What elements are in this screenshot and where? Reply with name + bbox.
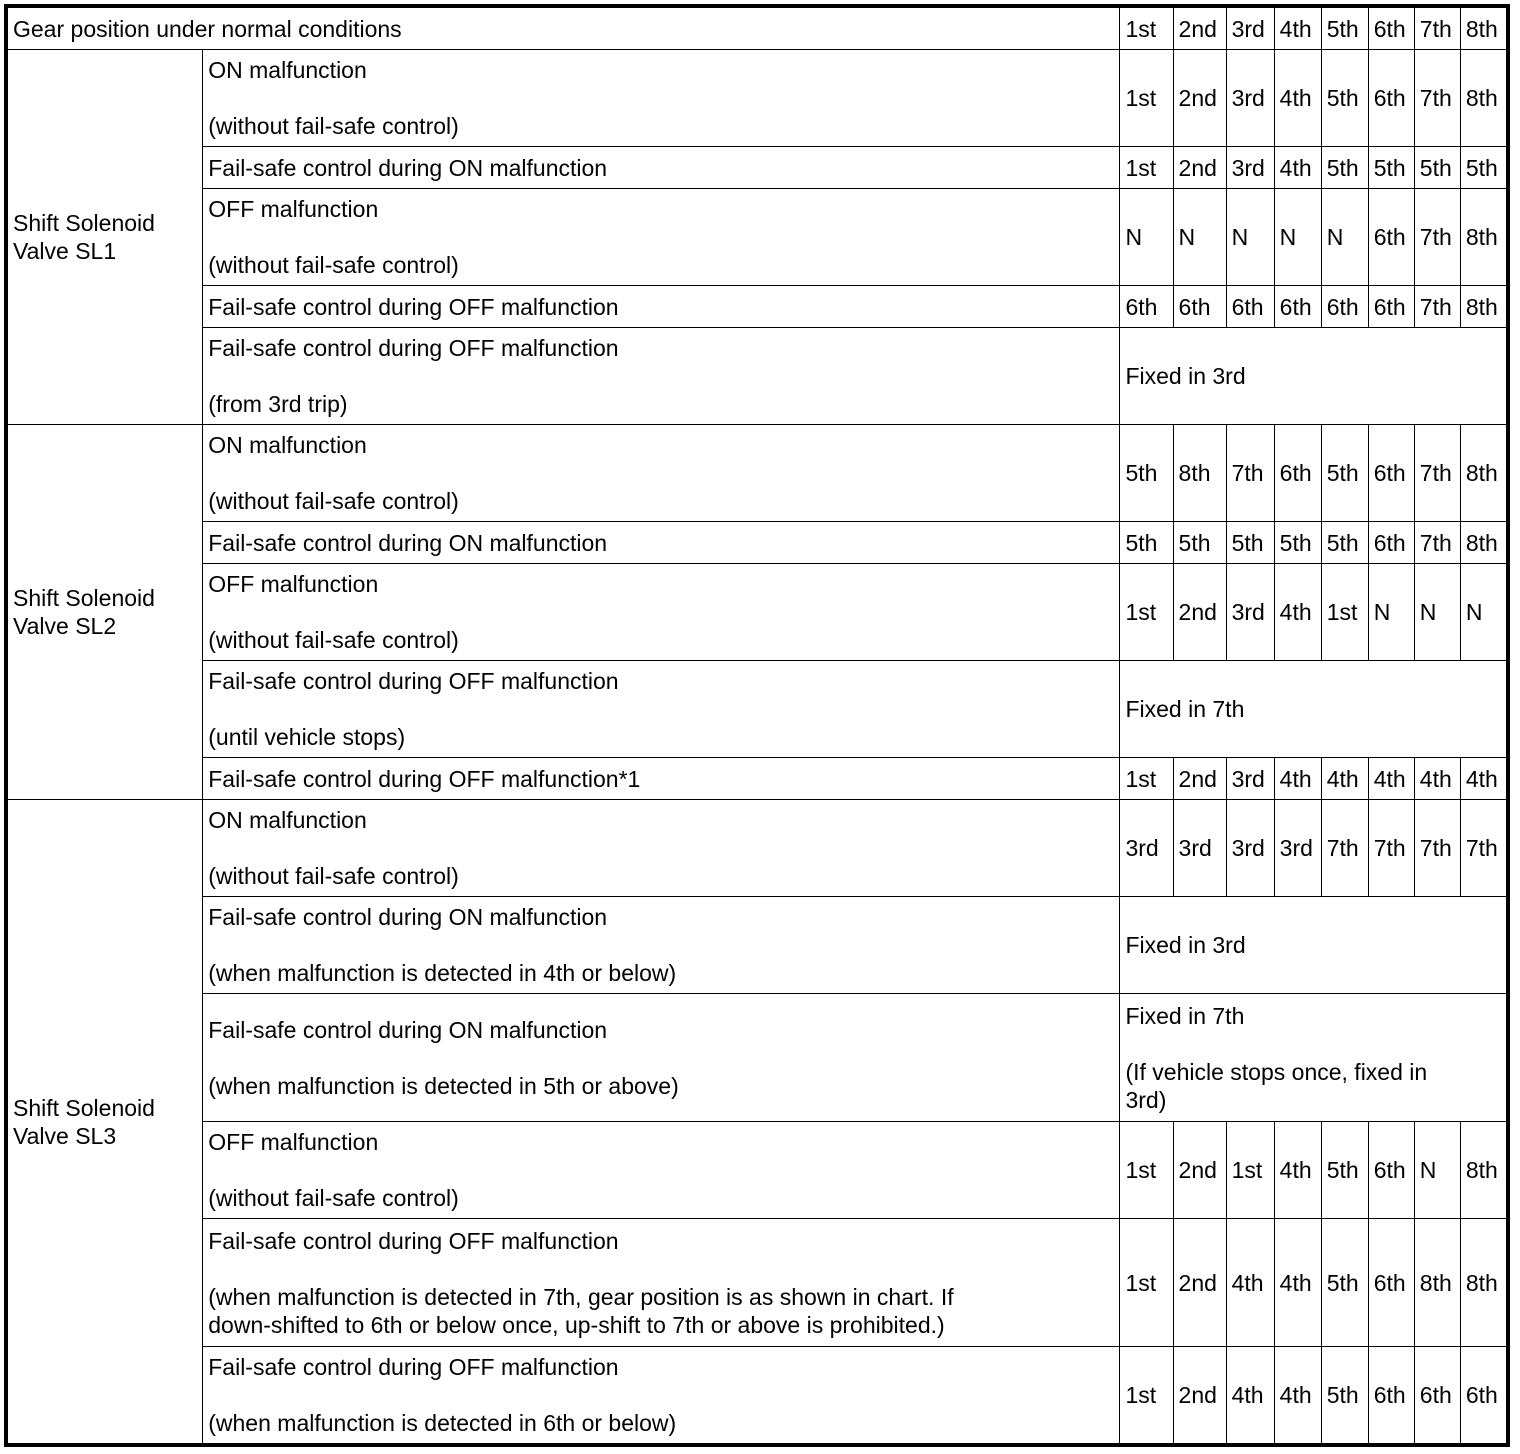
fixed-gear-note: (If vehicle stops once, fixed in [1125, 1058, 1428, 1085]
condition-cell [203, 147, 1120, 189]
table-row [8, 897, 1507, 994]
gear-value-cell: 1st [1120, 564, 1173, 661]
gear-value-cell: 4th [1274, 50, 1321, 147]
gear-value-cell: 6th [1368, 522, 1414, 564]
condition-text: Fail-safe control during ON malfunction [208, 154, 608, 181]
gear-value-cell: 7th [1414, 522, 1460, 564]
gear-value-cell: 7th [1414, 800, 1460, 897]
gear-value-cell: 2nd [1173, 1347, 1226, 1444]
gear-value-cell: 5th [1120, 522, 1173, 564]
gear-value-cell: N [1173, 189, 1226, 286]
condition-cell [203, 758, 1120, 800]
fixed-gear-text: Fixed in 3rd [1125, 932, 1246, 958]
gear-value-cell: 7th [1414, 189, 1460, 286]
condition-cell [203, 1219, 1120, 1347]
condition-note: (without fail-safe control) [208, 113, 459, 139]
gear-value-cell: 1st [1120, 50, 1173, 147]
gear-value-cell: 3rd [1274, 800, 1321, 897]
gear-value-cell: 5th [1321, 522, 1368, 564]
condition-cell [203, 425, 1120, 522]
gear-value-cell: N [1321, 189, 1368, 286]
gear-value-cell: 3rd [1173, 800, 1226, 897]
gear-value-cell: 5th [1321, 1219, 1368, 1347]
header-gear: 5th [1321, 8, 1368, 50]
gear-value-cell: N [1226, 189, 1274, 286]
gear-value-cell: 7th [1414, 425, 1460, 522]
gear-value-cell: 6th [1274, 425, 1321, 522]
gear-value-cell: 8th [1460, 286, 1506, 328]
gear-value-cell: 8th [1173, 425, 1226, 522]
valve-name: Valve SL3 [13, 1122, 117, 1149]
condition-cell [203, 800, 1120, 897]
gear-value-cell: 6th [1368, 425, 1414, 522]
fixed-gear-note: 3rd) [1125, 1086, 1167, 1113]
gear-value-cell: 8th [1460, 1122, 1506, 1219]
header-gear: 6th [1368, 8, 1414, 50]
gear-value-cell: 7th [1460, 800, 1506, 897]
condition-text: Fail-safe control during OFF malfunction [208, 1354, 619, 1380]
table-row [8, 758, 1507, 800]
spacer [208, 834, 1114, 862]
gear-value-cell: 4th [1274, 1347, 1321, 1444]
table-row [8, 994, 1507, 1122]
gear-value-cell: 8th [1460, 1219, 1506, 1347]
gear-value-cell: 8th [1414, 1219, 1460, 1347]
condition-note: (without fail-safe control) [208, 252, 459, 278]
spacer [208, 362, 1114, 390]
gear-value-cell: 2nd [1173, 50, 1226, 147]
gear-position-table [7, 7, 1507, 1444]
gear-value-cell: 6th [1460, 1347, 1506, 1444]
table-row [8, 661, 1507, 758]
table-row [8, 800, 1507, 897]
gear-value-cell: 6th [1414, 1347, 1460, 1444]
gear-value-cell: 2nd [1173, 147, 1226, 189]
gear-value-cell: 8th [1460, 50, 1506, 147]
gear-value-cell: 4th [1321, 758, 1368, 800]
condition-cell [203, 328, 1120, 425]
condition-note: (without fail-safe control) [208, 488, 459, 514]
condition-note: (when malfunction is detected in 7th, gear position is as shown in chart. If [208, 1283, 954, 1310]
gear-value-cell: 4th [1368, 758, 1414, 800]
condition-note: (until vehicle stops) [208, 724, 406, 750]
condition-note: (when malfunction is detected in 4th or below) [208, 960, 677, 986]
fixed-gear-text: Fixed in 3rd [1125, 363, 1246, 389]
gear-value-cell: 1st [1120, 1347, 1173, 1444]
condition-cell [203, 1122, 1120, 1219]
fixed-gear-cell [1120, 328, 1507, 425]
spacer [208, 598, 1114, 626]
table-row [8, 189, 1507, 286]
gear-value-cell: N [1414, 564, 1460, 661]
spacer [208, 1044, 1114, 1072]
gear-value-cell: 6th [1368, 1347, 1414, 1444]
gear-value-cell: 2nd [1173, 758, 1226, 800]
gear-value-cell: 7th [1414, 50, 1460, 147]
header-gear: 2nd [1173, 8, 1226, 50]
gear-value-cell: 1st [1321, 564, 1368, 661]
spacer [208, 84, 1114, 112]
table-row [8, 1219, 1507, 1347]
gear-value-cell: 6th [1368, 1122, 1414, 1219]
valve-name: Valve SL2 [13, 613, 117, 639]
gear-value-cell: 1st [1120, 1122, 1173, 1219]
gear-value-cell: 1st [1120, 758, 1173, 800]
gear-value-cell: 2nd [1173, 1122, 1226, 1219]
condition-note: (when malfunction is detected in 5th or above) [208, 1072, 679, 1099]
condition-cell [203, 286, 1120, 328]
condition-text: Fail-safe control during OFF malfunction [208, 1227, 619, 1254]
table-row [8, 50, 1507, 147]
table-row [8, 328, 1507, 425]
gear-value-cell: 3rd [1226, 147, 1274, 189]
gear-value-cell: 6th [1173, 286, 1226, 328]
gear-value-cell: 8th [1460, 425, 1506, 522]
condition-cell [203, 661, 1120, 758]
valve-name: Shift Solenoid [13, 210, 155, 236]
gear-value-cell: 1st [1120, 1219, 1173, 1347]
gear-value-cell: 6th [1368, 50, 1414, 147]
gear-value-cell: 3rd [1120, 800, 1173, 897]
fixed-gear-text: Fixed in 7th [1125, 1002, 1245, 1029]
condition-text: OFF malfunction [208, 196, 379, 222]
gear-value-cell: 5th [1120, 425, 1173, 522]
gear-value-cell: 6th [1274, 286, 1321, 328]
table-row [8, 1122, 1507, 1219]
gear-value-cell: 4th [1460, 758, 1506, 800]
gear-value-cell: 5th [1414, 147, 1460, 189]
condition-text: Fail-safe control during OFF malfunction [208, 293, 619, 320]
header-gear: 7th [1414, 8, 1460, 50]
spacer [208, 1255, 1114, 1283]
gear-value-cell: 7th [1414, 286, 1460, 328]
gear-value-cell: 7th [1226, 425, 1274, 522]
gear-value-cell: 4th [1226, 1219, 1274, 1347]
gear-value-cell: 4th [1226, 1347, 1274, 1444]
condition-text: Fail-safe control during ON malfunction [208, 529, 608, 556]
gear-value-cell: 4th [1274, 564, 1321, 661]
header-gear: 1st [1120, 8, 1173, 50]
spacer [208, 223, 1114, 251]
gear-value-cell: N [1120, 189, 1173, 286]
valve-name: Valve SL1 [13, 238, 117, 264]
condition-text: Fail-safe control during ON malfunction [208, 1016, 608, 1043]
gear-value-cell: 3rd [1226, 800, 1274, 897]
table-row [8, 147, 1507, 189]
valve-name-cell [8, 800, 203, 1444]
header-label: Gear position under normal conditions [8, 8, 1120, 50]
gear-value-cell: 8th [1460, 189, 1506, 286]
header-gear: 4th [1274, 8, 1321, 50]
fixed-gear-cell [1120, 994, 1507, 1122]
gear-value-cell: 6th [1321, 286, 1368, 328]
condition-cell [203, 1347, 1120, 1444]
table-body [8, 8, 1507, 1444]
gear-value-cell: 1st [1226, 1122, 1274, 1219]
gear-value-cell: 6th [1368, 189, 1414, 286]
condition-text: ON malfunction [208, 807, 367, 833]
fixed-gear-text: Fixed in 7th [1125, 696, 1245, 722]
header-row [8, 8, 1507, 50]
gear-value-cell: 4th [1414, 758, 1460, 800]
condition-text: Fail-safe control during OFF malfunction [208, 668, 619, 694]
condition-note: (without fail-safe control) [208, 863, 459, 889]
fixed-gear-cell [1120, 661, 1507, 758]
condition-cell [203, 522, 1120, 564]
table-row [8, 425, 1507, 522]
gear-value-cell: 4th [1274, 758, 1321, 800]
condition-note: (from 3rd trip) [208, 391, 348, 417]
gear-value-cell: 8th [1460, 522, 1506, 564]
gear-value-cell: 5th [1274, 522, 1321, 564]
condition-text: Fail-safe control during OFF malfunction*1 [208, 765, 641, 792]
condition-note: (when malfunction is detected in 6th or below) [208, 1410, 677, 1436]
gear-value-cell: 5th [1321, 425, 1368, 522]
gear-value-cell: 3rd [1226, 758, 1274, 800]
gear-value-cell: 2nd [1173, 1219, 1226, 1347]
gear-value-cell: 5th [1173, 522, 1226, 564]
gear-value-cell: 5th [1368, 147, 1414, 189]
valve-name: Shift Solenoid [13, 1094, 155, 1121]
condition-text: Fail-safe control during OFF malfunction [208, 335, 619, 361]
gear-value-cell: 3rd [1226, 50, 1274, 147]
table-row [8, 522, 1507, 564]
gear-value-cell: N [1460, 564, 1506, 661]
gear-value-cell: N [1414, 1122, 1460, 1219]
gear-value-cell: 7th [1368, 800, 1414, 897]
condition-text: ON malfunction [208, 57, 367, 83]
condition-text: ON malfunction [208, 432, 367, 458]
gear-value-cell: 5th [1460, 147, 1506, 189]
gear-value-cell: 5th [1321, 1347, 1368, 1444]
gear-value-cell: 5th [1321, 147, 1368, 189]
table-row [8, 286, 1507, 328]
gear-value-cell: N [1368, 564, 1414, 661]
gear-value-cell: 5th [1321, 1122, 1368, 1219]
condition-cell [203, 994, 1120, 1122]
spacer [208, 931, 1114, 959]
gear-value-cell: 7th [1321, 800, 1368, 897]
condition-note: (without fail-safe control) [208, 1185, 459, 1211]
gear-value-cell: 6th [1368, 1219, 1414, 1347]
gear-value-cell: 6th [1368, 286, 1414, 328]
condition-text: OFF malfunction [208, 571, 379, 597]
gear-value-cell: 4th [1274, 1122, 1321, 1219]
gear-value-cell: 6th [1120, 286, 1173, 328]
valve-name-cell [8, 425, 203, 800]
gear-value-cell: N [1274, 189, 1321, 286]
table-row [8, 564, 1507, 661]
spacer [208, 695, 1114, 723]
fixed-gear-cell [1120, 897, 1507, 994]
gear-value-cell: 5th [1226, 522, 1274, 564]
header-gear: 3rd [1226, 8, 1274, 50]
condition-note: (without fail-safe control) [208, 627, 459, 653]
spacer [1125, 1030, 1501, 1058]
condition-cell [203, 564, 1120, 661]
valve-name-cell [8, 50, 203, 425]
header-gear: 8th [1460, 8, 1506, 50]
gear-value-cell: 6th [1226, 286, 1274, 328]
condition-cell [203, 189, 1120, 286]
gear-value-cell: 1st [1120, 147, 1173, 189]
condition-cell [203, 50, 1120, 147]
condition-text: Fail-safe control during ON malfunction [208, 904, 608, 930]
condition-cell [203, 897, 1120, 994]
gear-value-cell: 3rd [1226, 564, 1274, 661]
gear-value-cell: 4th [1274, 1219, 1321, 1347]
condition-text: OFF malfunction [208, 1129, 379, 1155]
spacer [208, 1381, 1114, 1409]
spacer [208, 1156, 1114, 1184]
valve-name: Shift Solenoid [13, 585, 155, 611]
gear-value-cell: 4th [1274, 147, 1321, 189]
table-row [8, 1347, 1507, 1444]
condition-note: down-shifted to 6th or below once, up-shift to 7th or above is prohibited.) [208, 1311, 945, 1338]
gear-value-cell: 2nd [1173, 564, 1226, 661]
spacer [208, 459, 1114, 487]
gear-value-cell: 5th [1321, 50, 1368, 147]
